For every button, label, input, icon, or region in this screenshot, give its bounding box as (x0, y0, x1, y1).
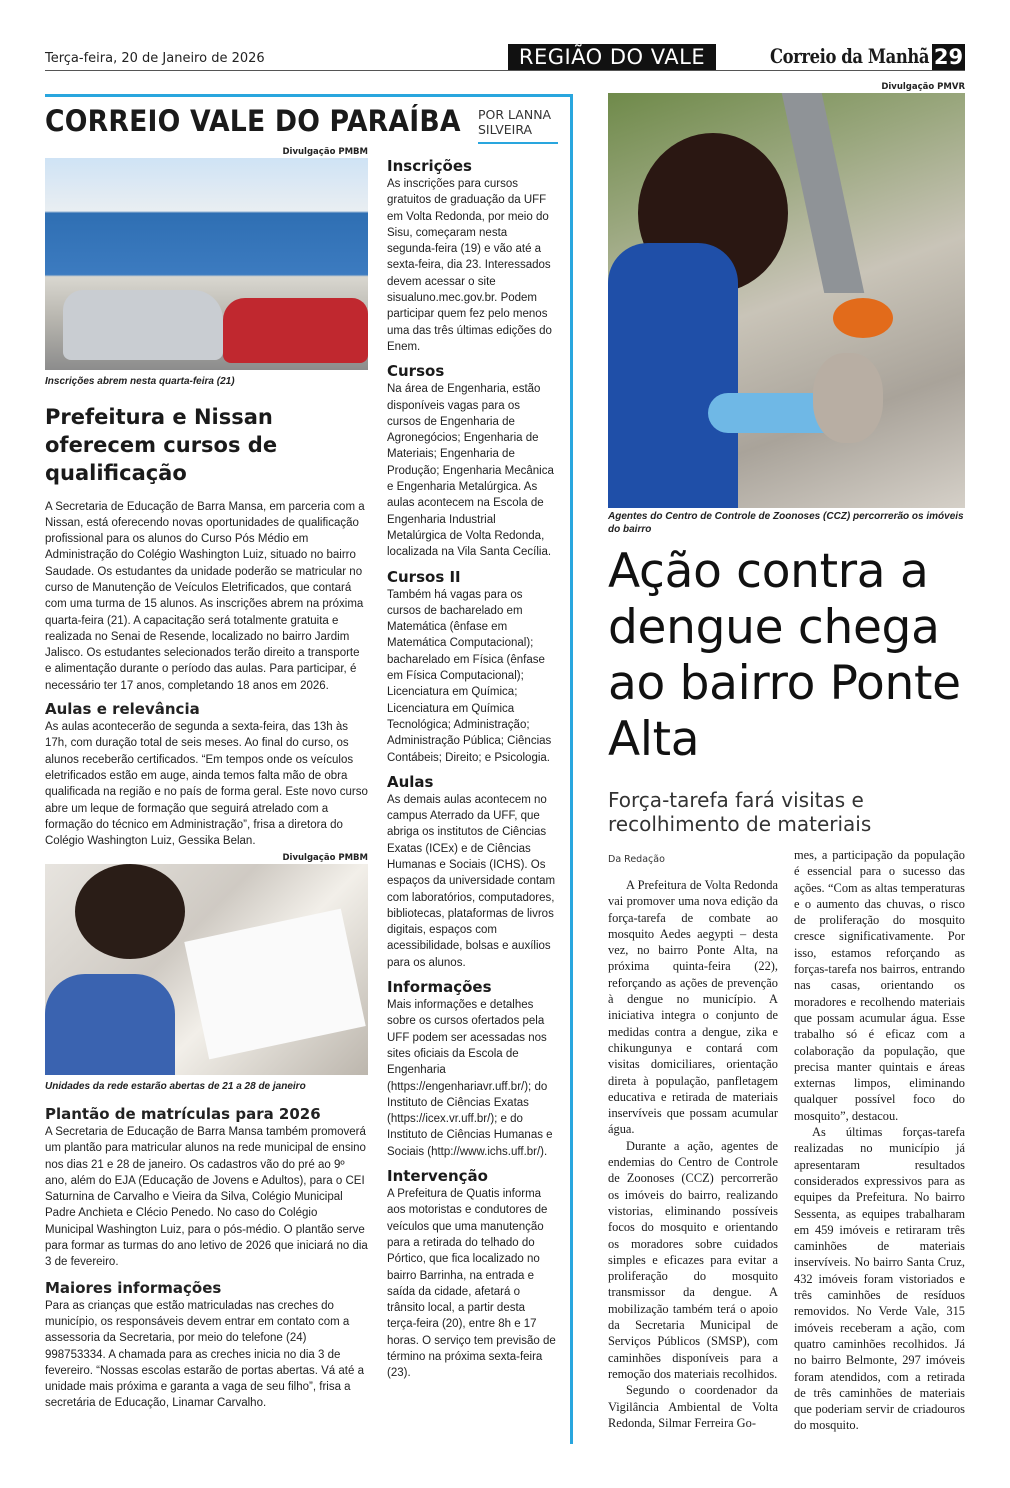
paragraph: Mais informações e detalhes sobre os cursos ofertados pela UFF podem ser acessadas nos sites oficiais da Escola de Engenharia (https://engenhariavr.uff.br/); do Instituto de Ciências Exatas (https://icex.vr.uff.br/); e do Instituto de Ciências Humanas e Sociais (http://www.ichs.uff.br/). (387, 999, 553, 1158)
page-number: 29 (933, 45, 964, 69)
photo-caption: Inscrições abrem nesta quarta-feira (21) (45, 376, 235, 387)
subheading: Plantão de matrículas para 2026 (45, 1104, 321, 1123)
article-headline: Prefeitura e Nissan oferecem cursos de qualificação (45, 404, 278, 485)
byline-line: SILVEIRA (478, 122, 533, 137)
paragraph: A Secretaria de Educação de Barra Mansa também promoverá um plantão para matricular alunos na rede municipal de ensino nos dias 21 e 28 de janeiro. Os cadastros vão do pré ao 9º ano, além do EJA (Educação de Jovens e Adultos), para o CEI Saturnina de Carvalho e Vieira da Silva, Colégio Municipal Padre Anchieta e Clécio Penedo. No caso do Colégio Municipal Washington Luiz, para o pós-médio. O plantão serve para formar as turmas do ano letivo de 2026 que iniciará no dia 3 de fevereiro. (45, 1125, 368, 1269)
article-body-col1 (608, 877, 778, 1431)
paragraph: Também há vagas para os cursos de bacharelado em Matemática (ênfase em Matemática Computacional); bacharelado em Física (ênfase em Física Computacional); Licenciatura em Química; Licenciatura em Química Tecnológica; Administração; Administração Pública; Ciências Contábeis; Direito; e Psicologia. (387, 588, 552, 764)
orange-bowl (833, 298, 893, 338)
subheading: Cursos (387, 362, 445, 381)
student-shirt (45, 974, 175, 1075)
paragraph: Segundo o coordenador da Vigilância Ambiental de Volta Redonda, Silmar Ferreira Go- (608, 1383, 778, 1430)
paragraph: As últimas forças-tarefa realizadas no município já apresentaram resultados considerados expressivos para as equipes da Prefeitura. No bairro Sessenta, as equipes trabalharam em 459 imóveis e retiraram três caminhões de materiais inservíveis. No bairro Santa Cruz, 432 imóveis foram vistoriados e três caminhões de resíduos removidos. No Verde Vale, 315 imóveis receberam a ação, com quatro caminhões recolhidos. Já no bairro Belmonte, 297 imóveis foram atendidos, com a retirada de três caminhões de materiais que poderiam servir de criadouros do mosquito. (794, 1125, 965, 1433)
dengue-action-photo (608, 93, 965, 508)
paragraph: Durante a ação, agentes de endemias do Centro de Controle de Zoonoses (CCZ) percorrerão os imóveis do bairro, realizando vistorias, eliminando possíveis focos do mosquito e orientando os moradores sobre cuidados simples e eficazes para evitar a proliferação do mosquito transmissor da dengue. A mobilização também terá o apoio da Secretaria Municipal de Serviços Públicos (SMSP), com caminhões disponíveis para a remoção dos materiais recolhidos. (608, 1138, 778, 1381)
byline-rule (478, 142, 558, 144)
left-column (45, 147, 368, 1412)
subheading: Aulas (387, 772, 434, 791)
school-photo (45, 158, 368, 370)
subheading: Intervenção (387, 1167, 488, 1186)
photo-credit: Divulgação PMBM (282, 147, 368, 157)
right-article (608, 82, 968, 1434)
column-frame-top (45, 94, 573, 97)
column-title: CORREIO VALE DO PARAÍBA (45, 104, 461, 138)
subheading: Inscrições (387, 157, 472, 175)
notebook (184, 909, 365, 1060)
paragraph: As aulas acontecerão de segunda a sexta-feira, das 13h às 17h, com duração total de seis meses. Ao final do curso, os alunos receberão certificados. “Em tempos onde os veículos eletrificados estão em auge, ainda temos falta mão de obra qualificada na região e no país de forma geral. Este novo curso abre um leque de formação que seguirá atrelado com a formação do técnico em Administração”, frisa a diretora do Colégio Washington Luiz, Gessika Belan. (45, 721, 368, 848)
photo-credit: Divulgação PMBM (282, 853, 368, 864)
paragraph: A Prefeitura de Quatis informa aos motoristas e condutores de veículos que uma manutenção para a retirada do telhado do Pórtico, que fica localizado no bairro Barrinha, na entrada e saída da cidade, afetará o trânsito local, a partir desta terça-feira (20), entre 8h e 17 horas. O serviço tem previsão de término na próxima sexta-feira (23). (387, 1188, 556, 1380)
paragraph: Na área de Engenharia, estão disponíveis vagas para os cursos de Engenharia de Agronegócios; Engenharia de Materiais; Engenharia de Produção; Engenharia Mecânica e Engenharia Metalúrgica. As aulas acontecem na Escola de Engenharia Industrial Metalúrgica de Volta Redonda, localizada na Vila Santa Cecília. (387, 383, 554, 559)
paragraph: As demais aulas acontecem no campus Aterrado da UFF, que abriga os institutos de Ciências Exatas (ICEx) e de Ciências Humanas e Sociais (ICHS). Os espaços da universidade contam com laboratórios, computadores, bibliotecas, plataformas de livros digitais, espaços com acessibilidade, bolsas e auxílios para os alunos. (387, 793, 556, 969)
paragraph: Para as crianças que estão matriculadas nas creches do município, os responsáveis devem entrar em contato com a assessoria da Secretaria, por meio do telefone (24) 998753334. A chamada para as creches inicia no dia 3 de fevereiro. “Nossas escolas estarão de portas abertas. Vá até a unidade mais próxima e garanta a vaga de seu filho”, frisa a secretária de Educação, Linamar Carvalho. (45, 1299, 364, 1410)
column-frame-right (570, 94, 573, 1444)
subheading: Informações (387, 978, 492, 997)
section-label: REGIÃO DO VALE (508, 44, 716, 71)
article-body (45, 499, 368, 850)
post (782, 93, 865, 293)
paragraph: As inscrições para cursos gratuitos de graduação da UFF em Volta Redonda, por meio do Sisu, começaram nesta segunda-feira (19) e vão até a sexta-feira, dia 23. Interessados devem acessar o site sisualuno.mec.gov.br. Podem participar quem fez pelo menos uma das três últimas edições do Enem. (387, 178, 552, 353)
newspaper-logo: Correio da Manhã (770, 44, 930, 68)
author: Da Redação (608, 854, 665, 865)
byline-line: POR LANNA (478, 107, 552, 122)
student-photo (45, 864, 368, 1075)
paragraph: A Secretaria de Educação de Barra Mansa, em parceria com a Nissan, está oferecendo novas oportunidades de qualificação profissional para os alunos do Curso Pós Médio em Administração do Colégio Washington Luiz, situado no bairro Saudade. Os estudantes da unidade poderão se matricular no curso de Manutenção de Veículos Eletrificados, que contará com uma turma de 15 alunos. As inscrições abrem na próxima quarta-feira (21). A capacitação será totalmente gratuita e realizada no Senai de Resende, localizado no bairro Jardim Jalisco. Os estudantes selecionados terão direito a transporte e alimentação durante o período das aulas. Para participar, é necessário ter 17 anos, completando 18 anos em 2026. (45, 500, 365, 692)
subheading: Maiores informações (45, 1278, 222, 1297)
header-rule (45, 70, 965, 71)
agent-shirt (608, 243, 738, 508)
subheading: Cursos II (387, 567, 461, 586)
photo-caption: Unidades da rede estarão abertas de 21 a 28 de janeiro (45, 1081, 306, 1093)
photo-caption: Agentes do Centro de Controle de Zoonoses (CCZ) percorrerão os imóveis do bairro (608, 511, 964, 535)
byline (478, 107, 551, 137)
photo-credit: Divulgação PMVR (881, 82, 965, 92)
car-shape (223, 298, 368, 363)
article-headline: Ação contra a dengue chega ao bairro Ponte Alta (608, 544, 961, 767)
subheading: Aulas e relevância (45, 700, 200, 719)
student-hair (75, 864, 185, 959)
vase (813, 353, 883, 443)
briefs-column (387, 150, 557, 1384)
car-shape (63, 290, 223, 360)
article-body (45, 1104, 368, 1412)
article-subheadline: Força-tarefa fará visitas e recolhimento de materiais (608, 788, 872, 836)
issue-date: Terça-feira, 20 de Janeiro de 2026 (45, 51, 265, 66)
article-body-col2 (794, 847, 965, 1434)
paragraph: mes, a participação da população é essencial para o sucesso das ações. “Com as altas temperaturas e o aumento das chuvas, o risco de proliferação do mosquito cresce significativamente. Por isso, estamos reforçando as forças-tarefa nos bairros, entrando nas casas, orientando os moradores e recolhendo materiais que possam acumular água. Esse trabalho só é eficaz com a colaboração da população, que precisa manter quintais e áreas externas limpos, eliminando qualquer possível foco do mosquito”, destacou. (794, 848, 965, 1123)
paragraph: A Prefeitura de Volta Redonda vai promover uma nova edição da força-tarefa de combate ao mosquito Aedes aegypti – desta vez, no bairro Ponte Alta, na próxima quinta-feira (22), reforçando as ações de prevenção à dengue no município. A iniciativa integra o conjunto de medidas contra a dengue, zika e chikungunya e contará com visitas domiciliares, orientação direta à população, panfletagem educativa e retirada de materiais inservíveis que possam acumular água. (608, 878, 778, 1137)
